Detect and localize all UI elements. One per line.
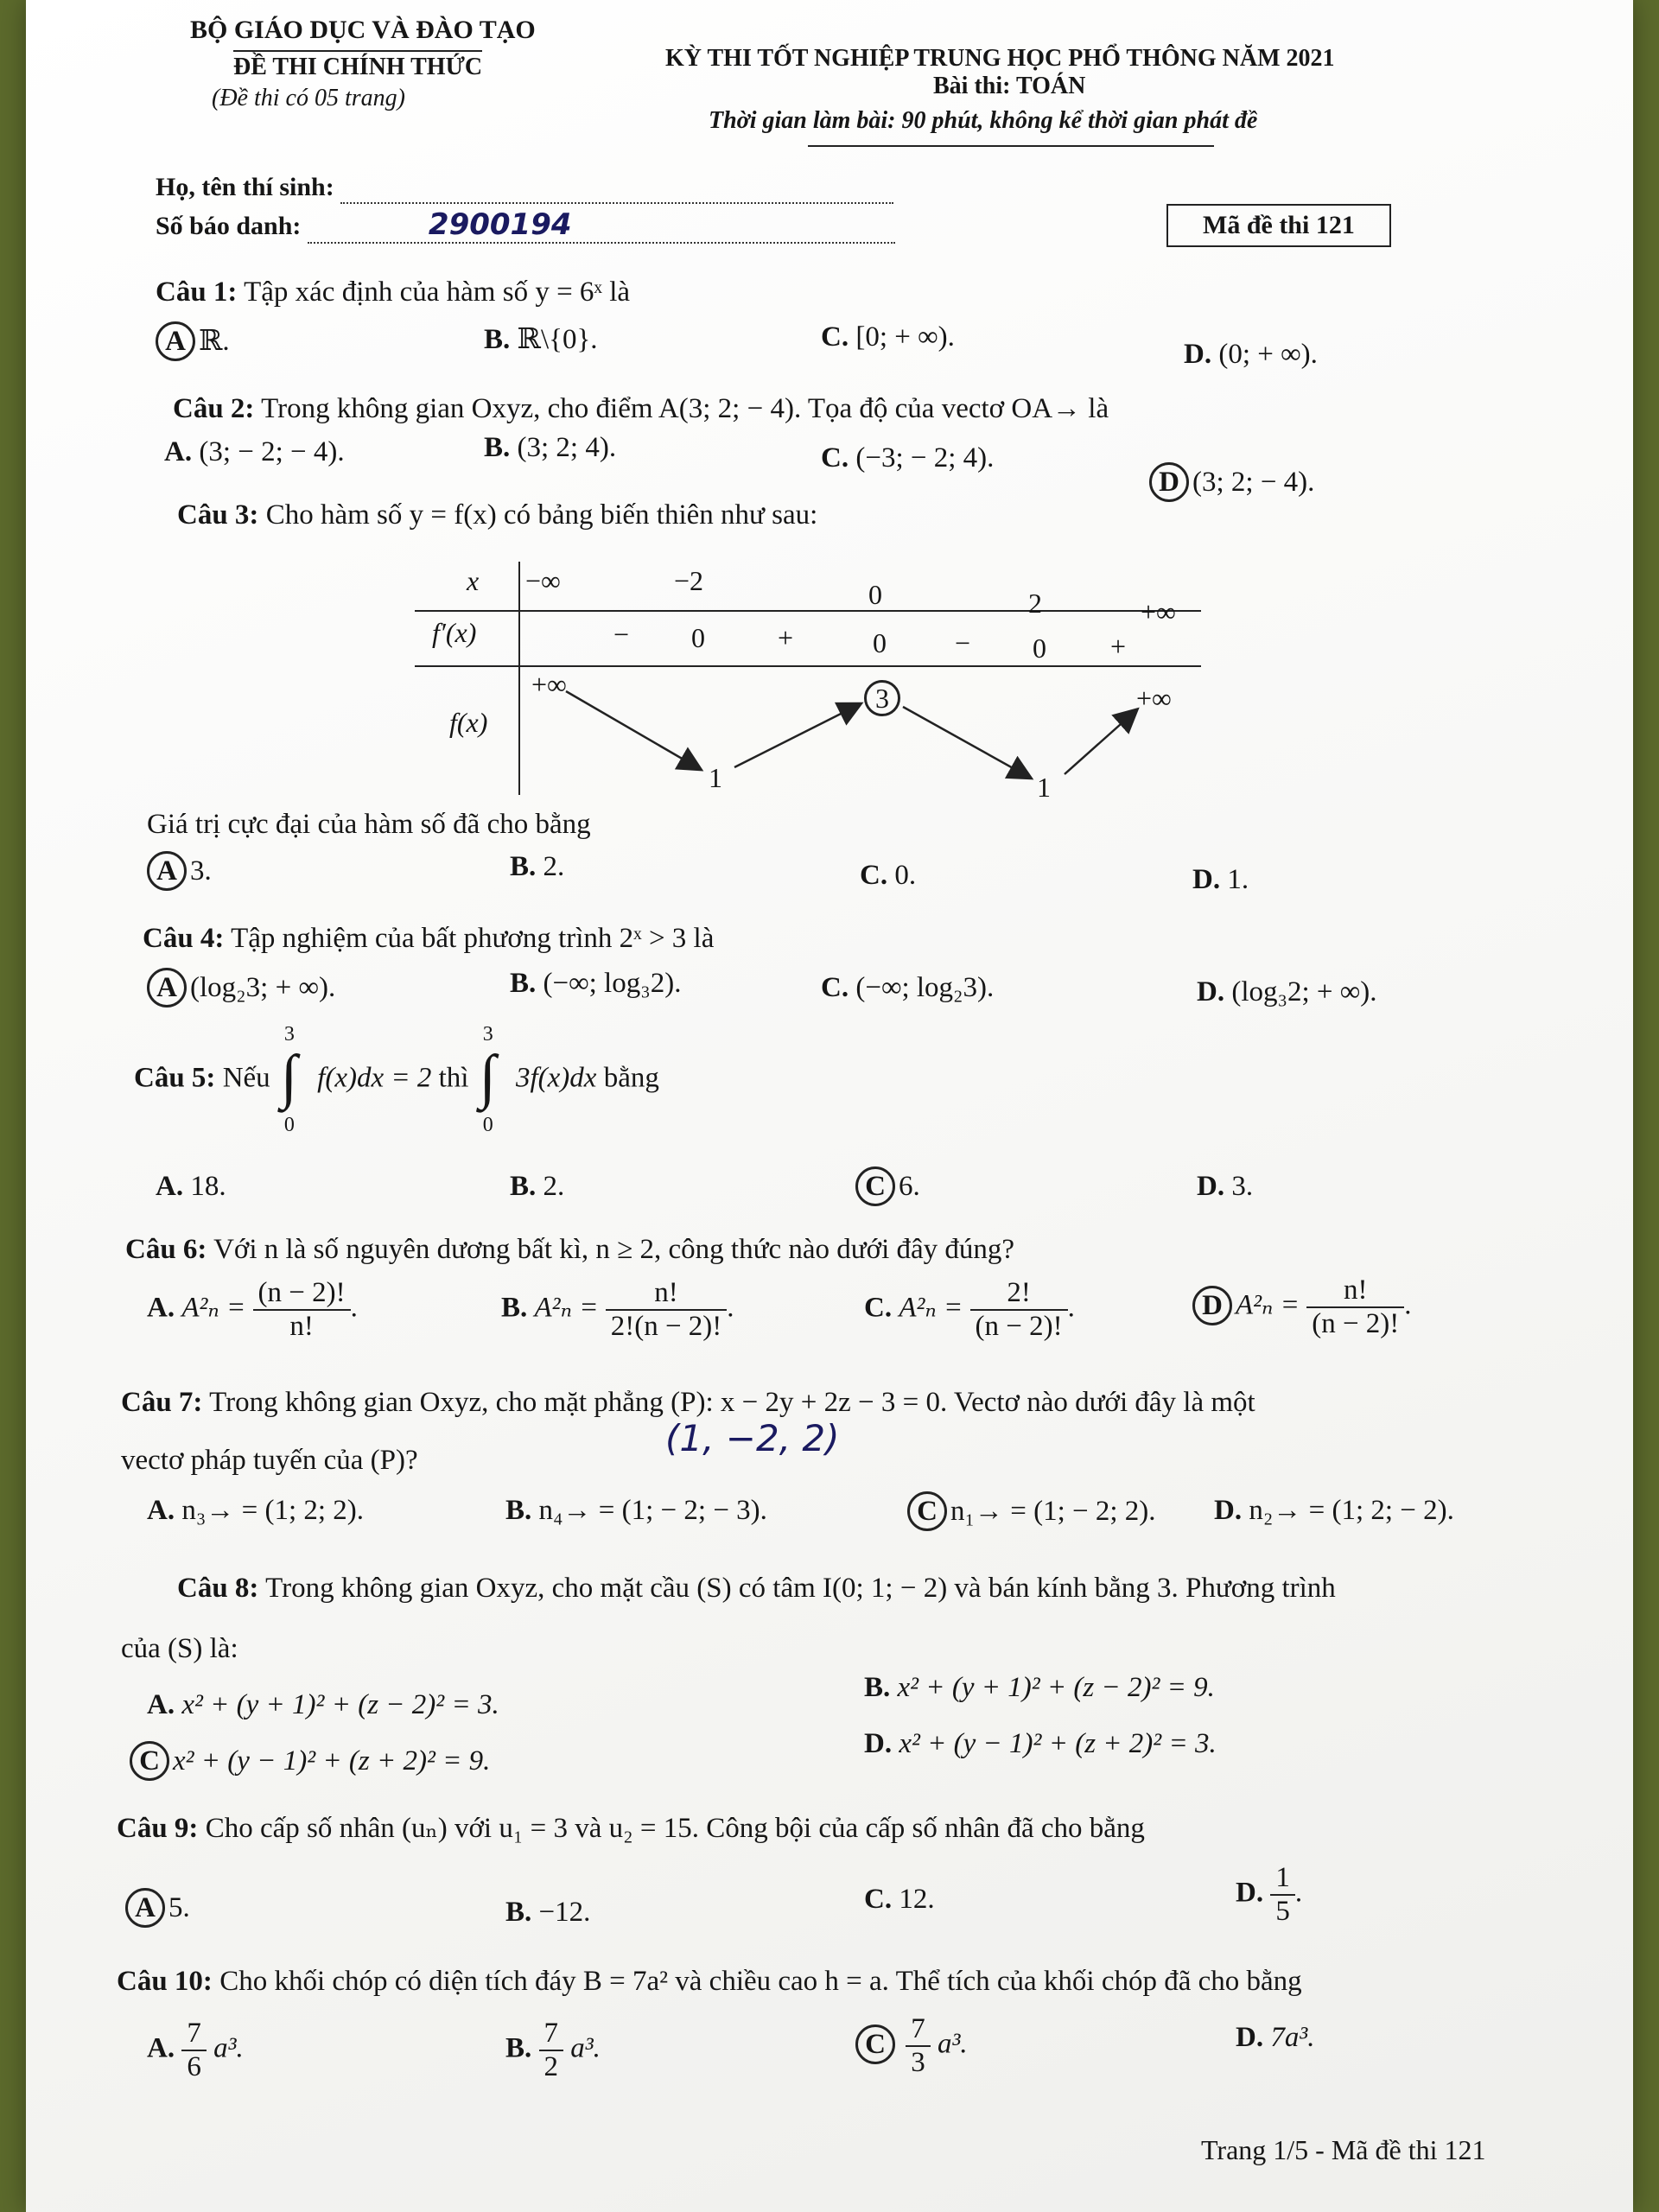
q9-option-c: C. 12. [864, 1884, 935, 1915]
q8-text-line1: Trong không gian Oxyz, cho mặt cầu (S) có tâm I(0; 1; − 2) và bán kính bằng 3. Phương trình [265, 1573, 1336, 1604]
fraction: $\frac{7}{2}$ [539, 2018, 564, 2083]
q4-option-d: D. (log₃2; + ∞). [1197, 976, 1377, 1007]
page-footer: Trang 1/5 - Mã đề thi 121 [1201, 2134, 1486, 2165]
question-1 [156, 276, 630, 308]
x-value: 0 [868, 579, 882, 610]
variation-arrows [415, 562, 1210, 795]
question-5: Câu 5: Nếu 3 ∫ 0 f(x)dx = 2 thì 3 ∫ 0 3f(x)dx bằng [134, 1023, 659, 1136]
q4-option-b: B. (−∞; log₃2). [510, 968, 682, 999]
q6-text: Với n là số nguyên dương bất kì, n ≥ 2, công thức nào dưới đây đúng? [213, 1234, 1015, 1265]
q7-option-c: C n₁→ = (1; − 2; 2). [907, 1491, 1156, 1531]
q8-option-c: C x² + (y − 1)² + (z + 2)² = 9. [130, 1741, 490, 1781]
fraction: $\frac{2!}{(n - 2)!}$ [970, 1277, 1068, 1343]
subject: Bài thi: TOÁN [933, 73, 1086, 99]
x-value: 2 [1028, 588, 1042, 619]
answer-circle-icon: D [1192, 1286, 1232, 1325]
question-7: Câu 7: Trong không gian Oxyz, cho mặt phẳng (P): x − 2y + 2z − 3 = 0. Vectơ nào dưới đây là một [121, 1387, 1255, 1418]
q8-option-b: B. x² + (y + 1)² + (z − 2)² = 9. [864, 1672, 1215, 1703]
fprime-sign: − [955, 627, 971, 658]
q7-option-d: D. n₂→ = (1; 2; − 2). [1214, 1495, 1454, 1526]
fprime-zero: 0 [691, 622, 705, 653]
q3-text: Cho hàm số y = f(x) có bảng biến thiên như sau: [265, 499, 818, 531]
exam-title: KỲ THI TỐT NGHIỆP TRUNG HỌC PHỔ THÔNG NĂM 2021 [665, 45, 1335, 72]
answer-circle-icon: A [125, 1888, 165, 1928]
q7-text-line2: vectơ pháp tuyến của (P)? [121, 1445, 418, 1476]
q3-option-a: A 3. [147, 851, 212, 891]
q7-text-line1: Trong không gian Oxyz, cho mặt phẳng (P): x − 2y + 2z − 3 = 0. Vectơ nào dưới đây là một [209, 1387, 1255, 1418]
q4-option-c: C. (−∞; log₂3). [821, 972, 995, 1003]
q6-option-c: C. A²ₙ = $\frac{2!}{(n - 2)!}$ . [864, 1277, 1075, 1342]
decrease-arrow-icon [566, 691, 700, 769]
ministry-name: BỘ GIÁO DỤC VÀ ĐÀO TẠO [190, 16, 536, 44]
q2-option-b: B. (3; 2; 4). [484, 432, 617, 463]
id-label: Số báo danh: [156, 212, 302, 240]
f-label: f(x) [449, 707, 488, 738]
answer-circle-icon: A [147, 968, 187, 1007]
fprime-sign: − [613, 619, 630, 650]
q2-option-a: A. (3; − 2; − 4). [164, 436, 345, 467]
q5-option-a: A. 18. [156, 1171, 226, 1202]
question-2: Câu 2: Trong không gian Oxyz, cho điểm A(3; 2; − 4). Tọa độ của vectơ OA→ là [173, 393, 1109, 424]
exam-code-box: Mã đề thi 121 [1166, 204, 1391, 247]
q5-option-d: D. 3. [1197, 1171, 1254, 1202]
q8-option-a: A. x² + (y + 1)² + (z − 2)² = 3. [147, 1689, 499, 1720]
question-8: Câu 8: Trong không gian Oxyz, cho mặt cầu (S) có tâm I(0; 1; − 2) và bán kính bằng 3. Phương trình [177, 1573, 1336, 1604]
exam-paper [26, 0, 1633, 2212]
q1-option-b: B. ℝ\{0}. [484, 324, 598, 355]
q9-option-b: B. −12. [505, 1897, 591, 1928]
variation-table [415, 562, 1210, 803]
name-blank [340, 173, 893, 204]
x-value: −∞ [525, 565, 561, 596]
q6-option-b: B. A²ₙ = $\frac{n!}{2!(n - 2)!}$ . [501, 1277, 734, 1342]
q1-option-d: D. (0; + ∞). [1184, 339, 1318, 370]
fprime-label: f′(x) [432, 617, 477, 648]
fraction: $\frac{n!}{(n - 2)!}$ [1306, 1274, 1404, 1340]
q10-text: Cho khối chóp có diện tích đáy B = 7a² và chiều cao h = a. Thể tích của khối chóp đã cho bằng [219, 1966, 1302, 1997]
fraction: $\frac{n!}{2!(n - 2)!}$ [606, 1277, 728, 1343]
q3-option-d: D. 1. [1192, 864, 1249, 895]
q7-option-b: B. n₄→ = (1; − 2; − 3). [505, 1495, 767, 1526]
candidate-name-row [156, 173, 893, 204]
increase-arrow-icon [734, 704, 860, 767]
candidate-id-row [156, 207, 895, 244]
fraction: $\frac{1}{5}$ [1270, 1862, 1295, 1928]
q7-option-a: A. n₃→ = (1; 2; 2). [147, 1495, 365, 1526]
q9-text: Cho cấp số nhân (uₙ) với u₁ = 3 và u₂ = 15. Công bội của cấp số nhân đã cho bằng [205, 1813, 1145, 1844]
official-label: ĐỀ THI CHÍNH THỨC [233, 50, 482, 81]
q3-option-b: B. 2. [510, 851, 565, 882]
q10-option-b: B. $\frac{7}{2}$ a³. [505, 2018, 601, 2082]
exam-time: Thời gian làm bài: 90 phút, không kể thời gian phát đề [709, 107, 1258, 134]
fraction: $\frac{(n - 2)!}{n!}$ [253, 1277, 351, 1343]
fprime-zero: 0 [873, 627, 887, 658]
id-blank [308, 207, 895, 244]
handwritten-note: (1, −2, 2) [665, 1417, 840, 1459]
q1-text: Tập xác định của hàm số y = 6ˣ là [244, 276, 631, 308]
x-value: −2 [674, 565, 704, 596]
fprime-sign: + [1110, 631, 1127, 662]
q4-text: Tập nghiệm của bất phương trình 2ˣ > 3 là [231, 923, 715, 954]
decrease-arrow-icon [903, 707, 1030, 778]
handwritten-id: 2900194 [428, 207, 572, 242]
f-value: 1 [1037, 772, 1051, 803]
q3-option-c: C. 0. [860, 860, 917, 891]
name-label: Họ, tên thí sinh: [156, 173, 334, 201]
f-value: +∞ [1136, 683, 1172, 714]
question-4: Câu 4: Tập nghiệm của bất phương trình 2ˣ > 3 là [143, 923, 715, 954]
question-6: Câu 6: Với n là số nguyên dương bất kì, n ≥ 2, công thức nào dưới đây đúng? [125, 1234, 1015, 1265]
q1-option-a: A ℝ. [156, 321, 230, 361]
answer-circle-icon: A [147, 851, 187, 891]
q2-option-d: D (3; 2; − 4). [1149, 462, 1314, 502]
page-count: (Đề thi có 05 trang) [212, 85, 405, 111]
q1-label: Câu 1: [156, 276, 238, 308]
answer-circle-icon: C [907, 1491, 947, 1531]
question-10: Câu 10: Cho khối chóp có diện tích đáy B = 7a² và chiều cao h = a. Thể tích của khối chóp đã cho bằng [117, 1966, 1302, 1997]
question-9: Câu 9: Cho cấp số nhân (uₙ) với u₁ = 3 và u₂ = 15. Công bội của cấp số nhân đã cho bằng [117, 1813, 1145, 1844]
answer-circle-icon: C [130, 1741, 169, 1781]
q2-option-c: C. (−3; − 2; 4). [821, 442, 995, 474]
fprime-zero: 0 [1033, 632, 1046, 664]
q10-option-c: C $\frac{7}{3}$ a³. [855, 2013, 968, 2079]
q6-option-a: A. A²ₙ = $\frac{(n - 2)!}{n!}$ . [147, 1277, 358, 1342]
q5-option-b: B. 2. [510, 1171, 565, 1202]
q2-text: Trong không gian Oxyz, cho điểm A(3; 2; − 4). Tọa độ của vectơ OA→ là [261, 393, 1109, 424]
q4-option-a: A (log₂3; + ∞). [147, 968, 335, 1007]
q1-option-c: C. [0; + ∞). [821, 321, 955, 353]
integral-sign-icon: 3 ∫ 0 [479, 1023, 496, 1136]
q3-question: Giá trị cực đại của hàm số đã cho bằng [147, 809, 591, 840]
integral-sign-icon: 3 ∫ 0 [280, 1023, 298, 1136]
header-rule [808, 145, 1214, 147]
x-label: x [467, 565, 480, 596]
q9-option-a: A 5. [125, 1888, 190, 1928]
answer-circle-icon: C [855, 1166, 895, 1206]
increase-arrow-icon [1065, 710, 1136, 774]
answer-circle-icon: C [855, 2024, 895, 2064]
fraction: $\frac{7}{3}$ [906, 2013, 931, 2079]
x-value: +∞ [1141, 596, 1176, 627]
f-value: +∞ [531, 669, 567, 700]
q10-option-a: A. $\frac{7}{6}$ a³. [147, 2018, 244, 2082]
fprime-sign: + [778, 622, 794, 653]
q6-option-d: D A²ₙ = $\frac{n!}{(n - 2)!}$ . [1192, 1274, 1412, 1340]
answer-circle-icon: D [1149, 462, 1189, 502]
q10-option-d: D. 7a³. [1236, 2022, 1315, 2053]
f-value: 1 [709, 762, 722, 793]
q5-option-c: C 6. [855, 1166, 920, 1206]
f-value-circled: 3 [864, 680, 900, 716]
q8-option-d: D. x² + (y − 1)² + (z + 2)² = 3. [864, 1728, 1217, 1759]
q9-option-d: D. $\frac{1}{5}$ . [1236, 1862, 1303, 1927]
answer-circle-icon: A [156, 321, 195, 361]
fraction: $\frac{7}{6}$ [181, 2018, 207, 2083]
question-3: Câu 3: Cho hàm số y = f(x) có bảng biến thiên như sau: [177, 499, 818, 531]
q8-text-line2: của (S) là: [121, 1633, 238, 1664]
